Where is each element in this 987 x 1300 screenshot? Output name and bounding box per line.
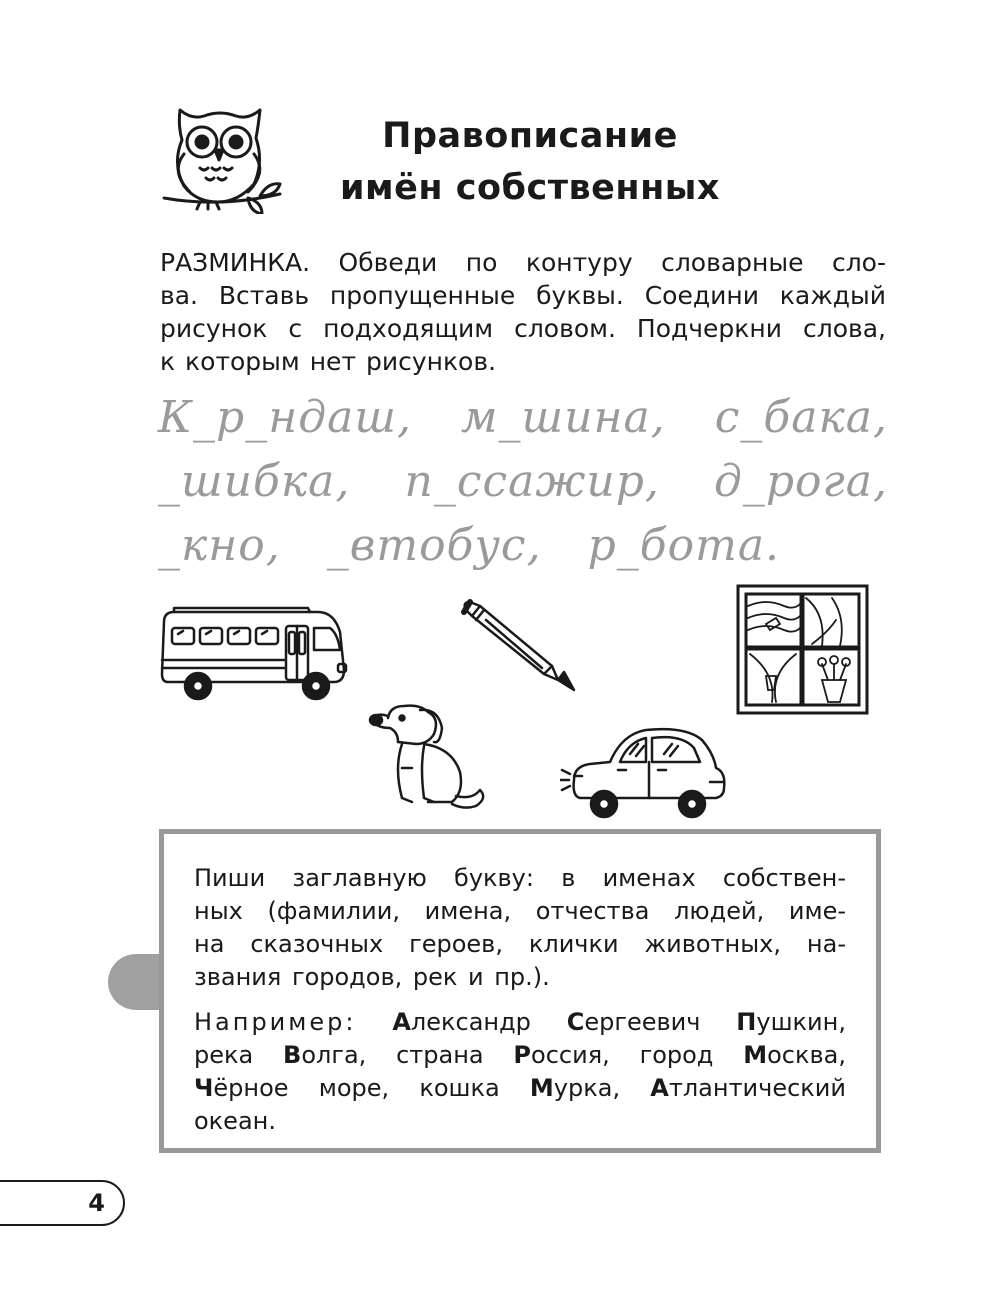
tracing-row [158, 456, 888, 507]
capital-letter: А [392, 1008, 411, 1036]
rule-line: на сказочных героев, клички животных, на- [194, 930, 846, 958]
tracing-row [158, 520, 888, 571]
capital-letter: В [283, 1041, 302, 1069]
page-number: 4 [88, 1189, 105, 1217]
instruction-line: рисунок с подходящим словом. Подчеркни слова, [160, 314, 886, 343]
tracing-word[interactable]: _втобус, [326, 520, 542, 571]
example-word [650, 1074, 846, 1102]
instruction-text [160, 246, 886, 378]
rule-line: ных (фамилии, имена, отчества людей, име- [194, 897, 846, 925]
word-rest: оссия, [531, 1041, 610, 1069]
example-lead: Например: [194, 1008, 357, 1036]
capital-letter: М [529, 1074, 554, 1102]
capital-letter: С [566, 1008, 585, 1036]
rule-line: Пиши заглавную букву: в именах собствен- [194, 864, 846, 892]
word-rest: тлантический [668, 1074, 846, 1102]
capital-letter: А [650, 1074, 669, 1102]
page-title-line-2: имён собственных [340, 168, 720, 208]
side-tab-marker [108, 954, 164, 1010]
rule-line: звания городов, рек и пр.). [194, 963, 550, 991]
word-prefix: страна [396, 1041, 484, 1069]
example-word [567, 1008, 701, 1036]
tracing-word[interactable]: _шибка, [158, 456, 351, 507]
word-prefix: кошка [419, 1074, 500, 1102]
tracing-word[interactable]: р_бота. [587, 520, 781, 571]
instruction-line: к которым нет рисунков. [160, 347, 497, 376]
word-rest: лександр [410, 1008, 531, 1036]
example-line [194, 1039, 846, 1072]
capital-letter: М [743, 1041, 768, 1069]
instruction-line: РАЗМИНКА. Обведи по контуру словарные сло- [160, 248, 886, 277]
example-word [392, 1008, 531, 1036]
example-word [530, 1074, 620, 1102]
word-rest: олга, [301, 1041, 367, 1069]
example-word [736, 1008, 846, 1036]
example-word [194, 1074, 389, 1102]
tracing-word[interactable]: К_р_ндаш, [158, 392, 412, 443]
capital-letter: П [736, 1008, 757, 1036]
capital-letter: Ч [194, 1074, 214, 1102]
tracing-word[interactable]: _кно, [158, 520, 281, 571]
example-word [513, 1041, 609, 1069]
pencil-icon[interactable] [456, 598, 580, 694]
example-line: океан. [194, 1107, 276, 1135]
page-title-line-1: Правописание [382, 116, 678, 156]
owl-icon [160, 102, 290, 214]
capital-letter: Р [513, 1041, 532, 1069]
tracing-word[interactable]: с_бака, [714, 392, 888, 443]
tracing-row [158, 392, 888, 443]
word-prefix: город [639, 1041, 714, 1069]
rule-box [159, 829, 881, 1153]
page-number-badge [0, 1180, 125, 1226]
bus-icon[interactable] [158, 604, 350, 704]
car-icon[interactable] [560, 724, 732, 824]
word-rest: ушкин, [756, 1008, 846, 1036]
tracing-word[interactable]: п_ссажир, [404, 456, 660, 507]
example-word [283, 1041, 366, 1069]
instruction-line: ва. Вставь пропущенные буквы. Соедини каждый [160, 281, 886, 310]
tracing-word[interactable]: м_шина, [461, 392, 666, 443]
example-line [194, 1072, 846, 1105]
word-rest: урка, [553, 1074, 621, 1102]
dog-icon[interactable] [368, 698, 492, 812]
rule-examples [194, 1006, 846, 1138]
window-icon[interactable] [736, 584, 869, 715]
tracing-word[interactable]: д_рога, [714, 456, 888, 507]
word-rest: ёрное море, [213, 1074, 390, 1102]
word-prefix: река [194, 1041, 254, 1069]
word-rest: осква, [767, 1041, 846, 1069]
word-rest: ергеевич [584, 1008, 701, 1036]
example-line [194, 1006, 846, 1039]
example-word [743, 1041, 846, 1069]
rule-text [194, 862, 846, 994]
